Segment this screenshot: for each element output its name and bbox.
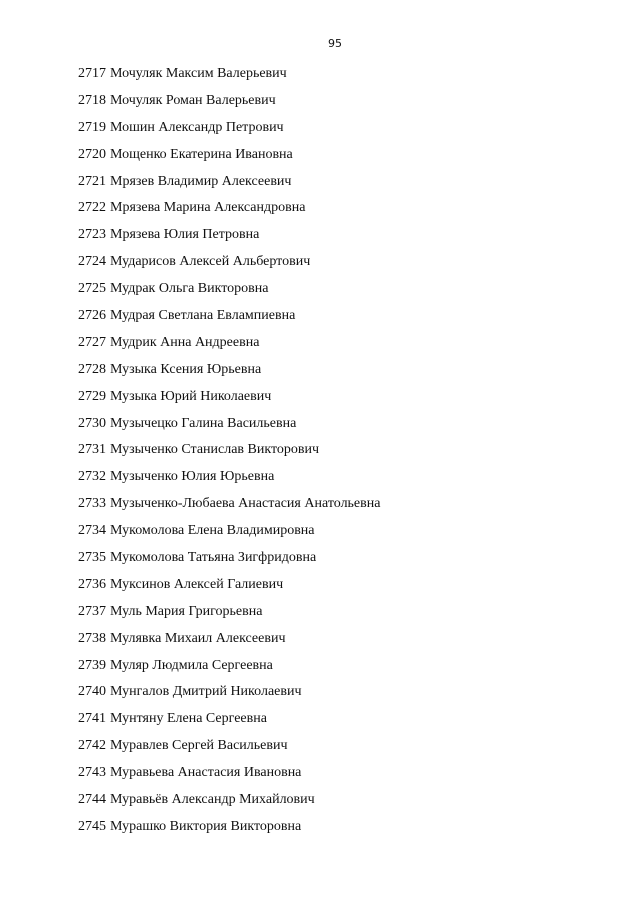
list-item — [78, 118, 380, 145]
list-item — [78, 709, 380, 736]
list-item — [78, 682, 380, 709]
entry-name: Мудрая Светлана Евлампиевна — [110, 308, 296, 324]
list-item — [78, 64, 380, 91]
entry-name: Мунгалов Дмитрий Николаевич — [110, 684, 302, 700]
list-item — [78, 817, 380, 844]
entry-number: 2731 — [78, 442, 106, 458]
entry-number: 2729 — [78, 388, 106, 404]
entry-name: Мудрак Ольга Викторовна — [110, 281, 269, 297]
list-item — [78, 225, 380, 252]
entry-name: Муравлев Сергей Васильевич — [110, 738, 288, 754]
list-item — [78, 414, 380, 441]
entry-number: 2736 — [78, 576, 106, 592]
entry-name: Мочуляк Роман Валерьевич — [110, 92, 276, 108]
entry-number: 2725 — [78, 281, 106, 297]
entry-name: Мрязева Юлия Петровна — [110, 227, 260, 243]
entry-name: Муляр Людмила Сергеевна — [110, 657, 273, 673]
entry-name: Музыка Юрий Николаевич — [110, 388, 272, 404]
entry-name: Мочуляк Максим Валерьевич — [110, 66, 287, 81]
list-item — [78, 252, 380, 279]
page-number: 95 — [328, 37, 342, 50]
entry-name: Мощенко Екатерина Ивановна — [110, 146, 293, 162]
entry-number: 2726 — [78, 308, 106, 324]
entry-number: 2737 — [78, 603, 106, 619]
list-item — [78, 172, 380, 199]
entry-number: 2741 — [78, 711, 106, 727]
entry-number: 2717 — [78, 66, 106, 81]
entry-number: 2730 — [78, 415, 106, 431]
list-item — [78, 387, 380, 414]
entry-number: 2728 — [78, 361, 106, 377]
list-item — [78, 521, 380, 548]
list-item — [78, 91, 380, 118]
entry-number: 2734 — [78, 523, 106, 539]
entry-name: Мунтяну Елена Сергеевна — [110, 711, 267, 727]
entry-name: Мрязева Марина Александровна — [110, 200, 306, 216]
list-item — [78, 467, 380, 494]
list-item — [78, 494, 380, 521]
entry-number: 2727 — [78, 334, 106, 350]
list-item — [78, 575, 380, 602]
entry-number: 2742 — [78, 738, 106, 754]
entry-name: Мрязев Владимир Алексеевич — [110, 173, 292, 189]
entry-number: 2720 — [78, 146, 106, 162]
entry-name: Мукомолова Татьяна Зигфридовна — [110, 550, 317, 566]
entry-name: Музычецко Галина Васильевна — [110, 415, 297, 431]
entry-name: Мукомолова Елена Владимировна — [110, 523, 315, 539]
list-item — [78, 360, 380, 387]
entry-name: Музыченко Станислав Викторович — [110, 442, 320, 458]
list-item — [78, 790, 380, 817]
entry-number: 2723 — [78, 227, 106, 243]
entry-number: 2735 — [78, 550, 106, 566]
entry-number: 2722 — [78, 200, 106, 216]
list-item — [78, 602, 380, 629]
entry-name: Муксинов Алексей Галиевич — [110, 576, 284, 592]
entry-number: 2721 — [78, 173, 106, 189]
entry-number: 2743 — [78, 765, 106, 781]
list-item — [78, 763, 380, 790]
entry-name: Мулявка Михаил Алексеевич — [110, 630, 286, 646]
list-item — [78, 736, 380, 763]
list-item — [78, 306, 380, 333]
entry-name: Муравьева Анастасия Ивановна — [110, 765, 302, 781]
list-item — [78, 145, 380, 172]
list-item — [78, 333, 380, 360]
entry-name: Мудрик Анна Андреевна — [110, 334, 260, 350]
entry-number: 2738 — [78, 630, 106, 646]
list-item — [78, 629, 380, 656]
entry-number: 2724 — [78, 254, 106, 270]
entry-name: Музыченко Юлия Юрьевна — [110, 469, 275, 485]
entry-number: 2718 — [78, 92, 106, 108]
entry-number: 2744 — [78, 792, 106, 808]
entry-number: 2740 — [78, 684, 106, 700]
entry-name: Мударисов Алексей Альбертович — [110, 254, 311, 270]
entry-name: Музыка Ксения Юрьевна — [110, 361, 262, 377]
entry-name: Мошин Александр Петрович — [110, 119, 284, 135]
entry-name: Муравьёв Александр Михайлович — [110, 792, 315, 808]
list-item — [78, 656, 380, 683]
list-item — [78, 198, 380, 225]
entry-name: Муль Мария Григорьевна — [110, 603, 263, 619]
entry-name: Мурашко Виктория Викторовна — [110, 818, 302, 834]
entry-name: Музыченко-Любаева Анастасия Анатольевна — [110, 496, 381, 512]
list-item — [78, 440, 380, 467]
name-list — [78, 64, 380, 844]
entry-number: 2739 — [78, 657, 106, 673]
entry-number: 2719 — [78, 119, 106, 135]
entry-number: 2745 — [78, 818, 106, 834]
list-item — [78, 548, 380, 575]
entry-number: 2732 — [78, 469, 106, 485]
list-item — [78, 279, 380, 306]
entry-number: 2733 — [78, 496, 106, 512]
